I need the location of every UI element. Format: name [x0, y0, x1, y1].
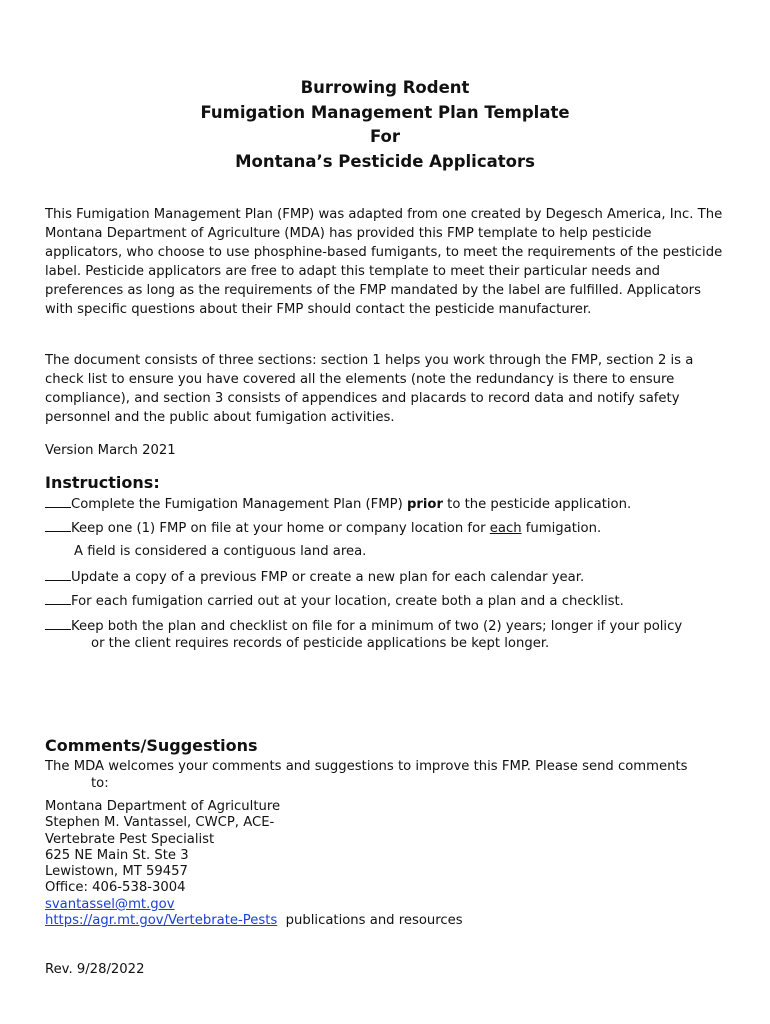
- contact-address: [45, 799, 463, 929]
- instruction-item-2: [45, 519, 735, 537]
- instruction-text: Keep one (1) FMP on file at your home or company location for: [71, 521, 490, 536]
- email-link[interactable]: svantassel@mt.gov: [45, 896, 175, 912]
- checkbox-blank[interactable]: [45, 592, 71, 605]
- instruction-item-1: [45, 495, 735, 513]
- title-line-3: For: [369, 127, 401, 146]
- intro-paragraph-1: This Fumigation Management Plan (FMP) was adapted from one created by Degesch America, Inc. The Montana Department of Agriculture (MDA) has provided this FMP template to help pesticide applicators, who choose to use phosphine-based fumigants, to meet the requirements of the pesticide label. Pesticide applicators are free to adapt this template to meet their particular needs and preferences as long as the requirements of the FMP mandated by the label are fulfilled. Applicators with specific questions about their FMP should contact the pesticide manufacturer.: [45, 207, 723, 317]
- instruction-text: fumigation.: [521, 521, 602, 536]
- comments-line-2: to:: [91, 776, 109, 791]
- title-line-1: Burrowing Rodent: [300, 78, 470, 97]
- comments-line-1: The MDA welcomes your comments and suggestions to improve this FMP. Please send comments: [45, 759, 688, 774]
- instruction-underline: each: [489, 521, 522, 536]
- address-line: Montana Department of Agriculture: [45, 799, 281, 814]
- website-suffix: publications and resources: [277, 913, 463, 929]
- website-link[interactable]: https://agr.mt.gov/Vertebrate-Pests: [45, 913, 278, 929]
- instruction-bold: prior: [406, 497, 443, 512]
- comments-heading: Comments/Suggestions: [45, 736, 258, 755]
- instruction-item-3: [45, 568, 735, 586]
- title-line-4: Montana’s Pesticide Applicators: [235, 151, 535, 171]
- instruction-text: Keep both the plan and checklist on file for a minimum of two (2) years; longer if your policy: [71, 619, 683, 634]
- title-line-2: Fumigation Management Plan Template: [200, 102, 570, 122]
- instruction-item-5: [45, 617, 735, 652]
- instruction-item-2-note: A field is considered a contiguous land area.: [74, 544, 367, 559]
- address-line: Lewistown, MT 59457: [45, 864, 188, 880]
- comments-text: [45, 758, 735, 792]
- intro-paragraph-2: The document consists of three sections: section 1 helps you work through the FMP, section 2 is a check list to ensure you have covered all the elements (note the redundancy is there to ensure compliance), and section 3 consists of appendices and placards to record data and notify safety personnel and the public about fumigation activities.: [45, 353, 694, 425]
- checkbox-blank[interactable]: [45, 519, 71, 532]
- address-line: Vertebrate Pest Specialist: [45, 831, 215, 847]
- instruction-item-4: [45, 592, 735, 610]
- address-line: Office: 406-538-3004: [45, 880, 186, 896]
- document-title: [0, 76, 770, 174]
- address-line: 625 NE Main St. Ste 3: [45, 847, 189, 863]
- version-text: Version March 2021: [45, 443, 176, 458]
- instruction-text: Complete the Fumigation Management Plan (FMP): [71, 497, 407, 512]
- instruction-text-continued: or the client requires records of pesticide applications be kept longer.: [91, 636, 550, 651]
- instructions-heading: Instructions:: [45, 473, 160, 492]
- revision-date: Rev. 9/28/2022: [45, 962, 145, 977]
- checkbox-blank[interactable]: [45, 568, 71, 581]
- checkbox-blank[interactable]: [45, 495, 71, 508]
- instruction-text: For each fumigation carried out at your location, create both a plan and a checklist.: [71, 594, 624, 609]
- instruction-text: to the pesticide application.: [442, 497, 632, 512]
- checkbox-blank[interactable]: [45, 617, 71, 630]
- address-line: Stephen M. Vantassel, CWCP, ACE-: [45, 815, 275, 831]
- instruction-text: Update a copy of a previous FMP or create a new plan for each calendar year.: [71, 570, 585, 585]
